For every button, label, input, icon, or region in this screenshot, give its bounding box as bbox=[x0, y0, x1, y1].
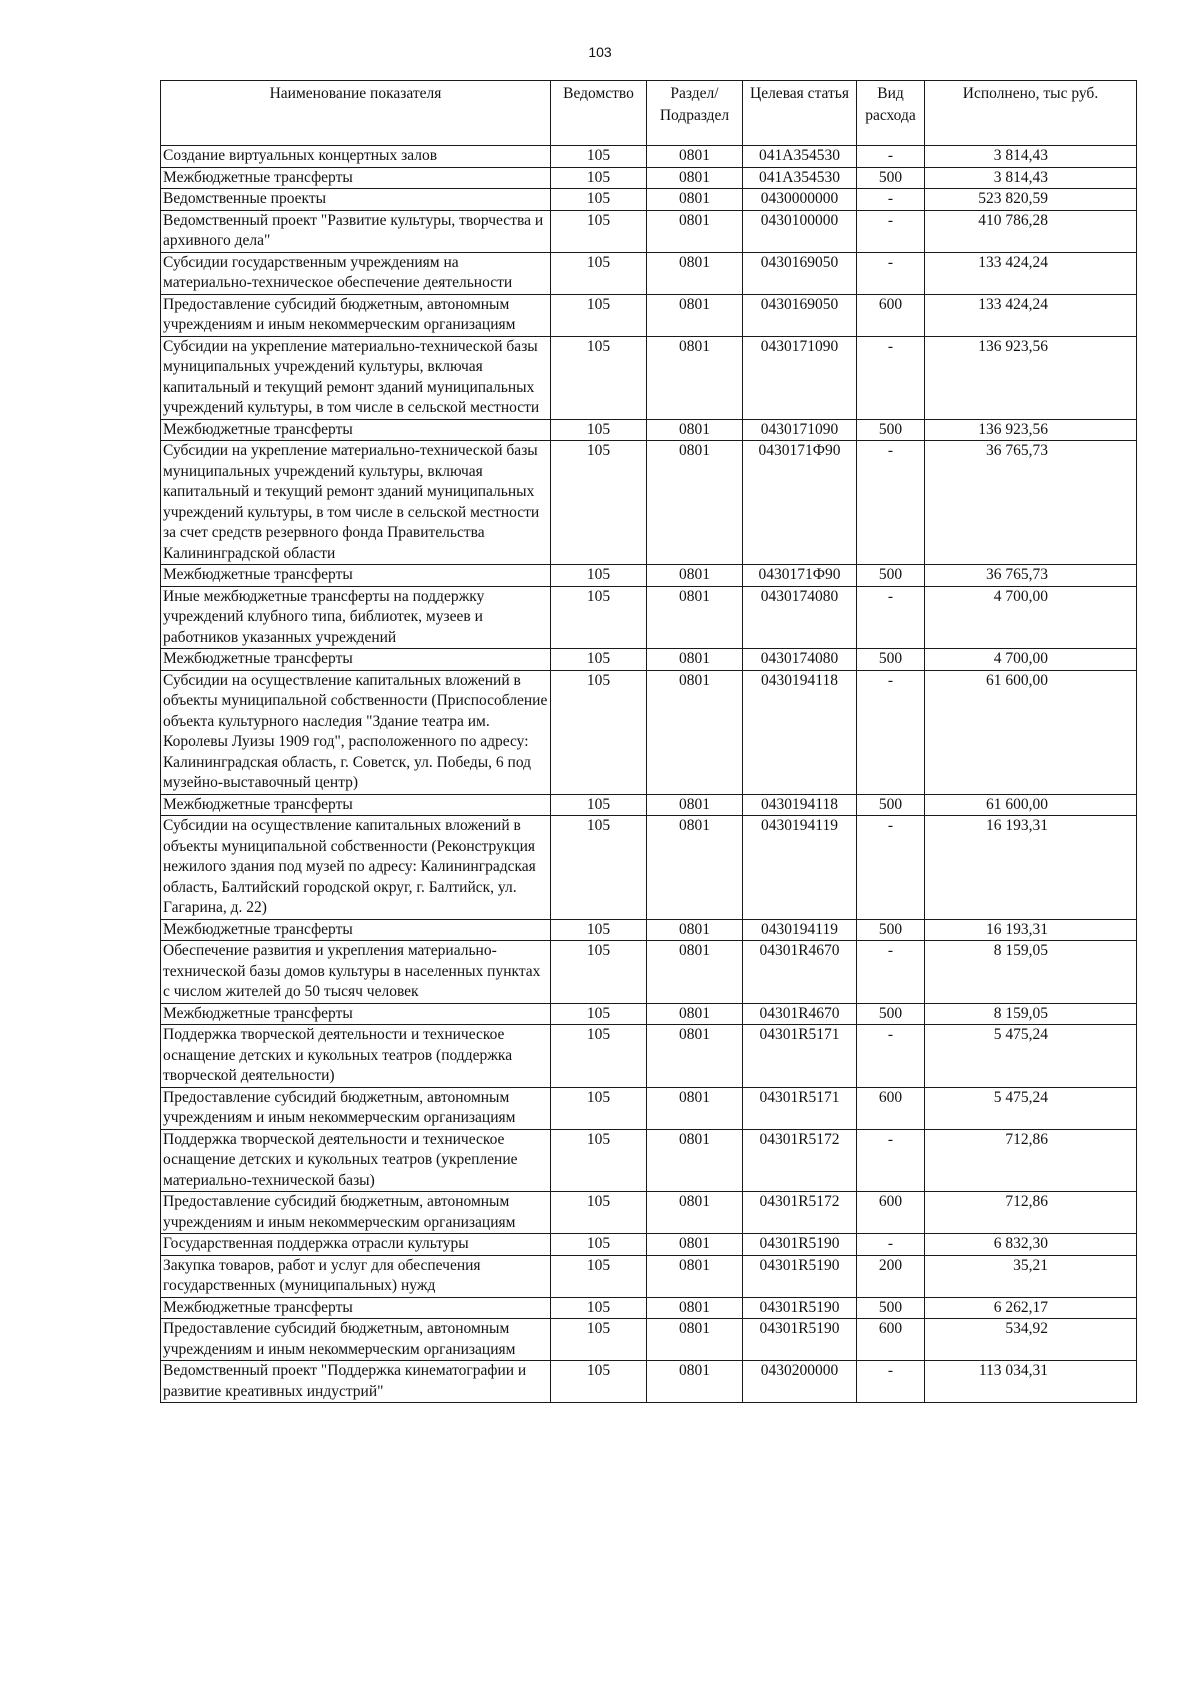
cell-executed-amount: 410 786,28 bbox=[925, 210, 1137, 252]
cell-section: 0801 bbox=[647, 919, 743, 941]
cell-target-item: 0430171090 bbox=[743, 336, 857, 419]
cell-executed-amount: 8 159,05 bbox=[925, 1003, 1137, 1025]
cell-section: 0801 bbox=[647, 1129, 743, 1192]
cell-executed-amount: 136 923,56 bbox=[925, 336, 1137, 419]
cell-indicator-name: Предоставление субсидий бюджетным, автономным учреждениям и иным некоммерческим организациям bbox=[161, 294, 551, 336]
cell-section: 0801 bbox=[647, 941, 743, 1004]
cell-expense-type: 500 bbox=[857, 167, 925, 189]
header-section: Раздел/ Подраздел bbox=[647, 81, 743, 146]
cell-expense-type: - bbox=[857, 146, 925, 168]
cell-expense-type: - bbox=[857, 941, 925, 1004]
cell-section: 0801 bbox=[647, 1297, 743, 1319]
table-row bbox=[161, 1192, 1137, 1234]
cell-indicator-name: Межбюджетные трансферты bbox=[161, 919, 551, 941]
cell-section: 0801 bbox=[647, 1361, 743, 1403]
cell-indicator-name: Межбюджетные трансферты bbox=[161, 419, 551, 441]
cell-executed-amount: 534,92 bbox=[925, 1319, 1137, 1361]
cell-expense-type: - bbox=[857, 189, 925, 211]
cell-section: 0801 bbox=[647, 419, 743, 441]
header-target-item: Целевая статья bbox=[743, 81, 857, 146]
cell-indicator-name: Предоставление субсидий бюджетным, автономным учреждениям и иным некоммерческим организациям bbox=[161, 1087, 551, 1129]
table-row bbox=[161, 441, 1137, 565]
table-row bbox=[161, 146, 1137, 168]
cell-target-item: 0430194118 bbox=[743, 794, 857, 816]
cell-expense-type: 500 bbox=[857, 649, 925, 671]
cell-target-item: 04301R4670 bbox=[743, 941, 857, 1004]
cell-department: 105 bbox=[551, 1129, 647, 1192]
cell-executed-amount: 523 820,59 bbox=[925, 189, 1137, 211]
cell-department: 105 bbox=[551, 1297, 647, 1319]
cell-target-item: 041A354530 bbox=[743, 146, 857, 168]
cell-department: 105 bbox=[551, 649, 647, 671]
cell-indicator-name: Ведомственный проект "Развитие культуры, творчества и архивного дела" bbox=[161, 210, 551, 252]
cell-target-item: 0430194119 bbox=[743, 919, 857, 941]
cell-section: 0801 bbox=[647, 210, 743, 252]
table-row bbox=[161, 1361, 1137, 1403]
cell-department: 105 bbox=[551, 1319, 647, 1361]
cell-executed-amount: 113 034,31 bbox=[925, 1361, 1137, 1403]
cell-department: 105 bbox=[551, 1025, 647, 1088]
cell-section: 0801 bbox=[647, 252, 743, 294]
cell-department: 105 bbox=[551, 146, 647, 168]
header-executed: Исполнено, тыс руб. bbox=[925, 81, 1137, 146]
cell-expense-type: 500 bbox=[857, 565, 925, 587]
cell-section: 0801 bbox=[647, 1087, 743, 1129]
cell-target-item: 04301R5190 bbox=[743, 1297, 857, 1319]
cell-indicator-name: Межбюджетные трансферты bbox=[161, 649, 551, 671]
cell-department: 105 bbox=[551, 167, 647, 189]
cell-section: 0801 bbox=[647, 1255, 743, 1297]
cell-section: 0801 bbox=[647, 167, 743, 189]
cell-department: 105 bbox=[551, 441, 647, 565]
table-row bbox=[161, 919, 1137, 941]
cell-indicator-name: Ведомственные проекты bbox=[161, 189, 551, 211]
cell-department: 105 bbox=[551, 1234, 647, 1256]
cell-target-item: 04301R5190 bbox=[743, 1234, 857, 1256]
cell-target-item: 0430194119 bbox=[743, 816, 857, 920]
table-row bbox=[161, 670, 1137, 794]
cell-executed-amount: 4 700,00 bbox=[925, 649, 1137, 671]
cell-department: 105 bbox=[551, 816, 647, 920]
cell-target-item: 0430171Ф90 bbox=[743, 565, 857, 587]
cell-department: 105 bbox=[551, 586, 647, 649]
cell-department: 105 bbox=[551, 419, 647, 441]
cell-executed-amount: 6 832,30 bbox=[925, 1234, 1137, 1256]
cell-indicator-name: Поддержка творческой деятельности и техническое оснащение детских и кукольных театров (поддержка творческой деятельности) bbox=[161, 1025, 551, 1088]
cell-expense-type: 500 bbox=[857, 419, 925, 441]
cell-expense-type: - bbox=[857, 252, 925, 294]
cell-expense-type: 500 bbox=[857, 794, 925, 816]
cell-section: 0801 bbox=[647, 586, 743, 649]
cell-target-item: 0430171Ф90 bbox=[743, 441, 857, 565]
cell-executed-amount: 712,86 bbox=[925, 1129, 1137, 1192]
table-row bbox=[161, 294, 1137, 336]
cell-indicator-name: Субсидии на укрепление материально-технической базы муниципальных учреждений культуры, включая капитальный и текущий ремонт зданий муниципальных учреждений культуры, в том числе в сельской местности bbox=[161, 336, 551, 419]
cell-executed-amount: 6 262,17 bbox=[925, 1297, 1137, 1319]
cell-department: 105 bbox=[551, 336, 647, 419]
cell-department: 105 bbox=[551, 1003, 647, 1025]
cell-section: 0801 bbox=[647, 816, 743, 920]
table-row bbox=[161, 1087, 1137, 1129]
table-row bbox=[161, 1255, 1137, 1297]
table-row bbox=[161, 419, 1137, 441]
cell-target-item: 04301R5171 bbox=[743, 1025, 857, 1088]
cell-department: 105 bbox=[551, 565, 647, 587]
cell-indicator-name: Субсидии на осуществление капитальных вложений в объекты муниципальной собственности (Реконструкция нежилого здания под музей по адресу: Калининградская область, Балтийский городской округ, г. Балтийск, ул. Гагарина, д. 22) bbox=[161, 816, 551, 920]
cell-expense-type: - bbox=[857, 1129, 925, 1192]
cell-executed-amount: 16 193,31 bbox=[925, 919, 1137, 941]
cell-section: 0801 bbox=[647, 1234, 743, 1256]
cell-department: 105 bbox=[551, 1087, 647, 1129]
table-row bbox=[161, 1003, 1137, 1025]
table-row bbox=[161, 941, 1137, 1004]
table-row bbox=[161, 1129, 1137, 1192]
cell-target-item: 04301R5190 bbox=[743, 1255, 857, 1297]
cell-executed-amount: 3 814,43 bbox=[925, 146, 1137, 168]
cell-expense-type: 200 bbox=[857, 1255, 925, 1297]
cell-indicator-name: Межбюджетные трансферты bbox=[161, 167, 551, 189]
cell-expense-type: - bbox=[857, 336, 925, 419]
cell-section: 0801 bbox=[647, 336, 743, 419]
header-expense-type: Вид расхода bbox=[857, 81, 925, 146]
cell-section: 0801 bbox=[647, 441, 743, 565]
cell-section: 0801 bbox=[647, 146, 743, 168]
cell-expense-type: - bbox=[857, 670, 925, 794]
header-indicator-name: Наименование показателя bbox=[161, 81, 551, 146]
table-row bbox=[161, 1234, 1137, 1256]
cell-department: 105 bbox=[551, 1255, 647, 1297]
cell-executed-amount: 5 475,24 bbox=[925, 1087, 1137, 1129]
cell-section: 0801 bbox=[647, 1003, 743, 1025]
cell-target-item: 04301R5171 bbox=[743, 1087, 857, 1129]
table-header-row bbox=[161, 81, 1137, 146]
cell-executed-amount: 5 475,24 bbox=[925, 1025, 1137, 1088]
cell-target-item: 04301R4670 bbox=[743, 1003, 857, 1025]
cell-expense-type: - bbox=[857, 1234, 925, 1256]
cell-indicator-name: Предоставление субсидий бюджетным, автономным учреждениям и иным некоммерческим организациям bbox=[161, 1319, 551, 1361]
budget-table-container bbox=[160, 80, 1136, 1403]
table-row bbox=[161, 167, 1137, 189]
cell-department: 105 bbox=[551, 189, 647, 211]
cell-section: 0801 bbox=[647, 1192, 743, 1234]
cell-expense-type: - bbox=[857, 1025, 925, 1088]
table-row bbox=[161, 1025, 1137, 1088]
cell-expense-type: 500 bbox=[857, 919, 925, 941]
cell-department: 105 bbox=[551, 1192, 647, 1234]
cell-executed-amount: 61 600,00 bbox=[925, 670, 1137, 794]
table-row bbox=[161, 210, 1137, 252]
cell-section: 0801 bbox=[647, 565, 743, 587]
cell-target-item: 041A354530 bbox=[743, 167, 857, 189]
cell-indicator-name: Поддержка творческой деятельности и техническое оснащение детских и кукольных театров (укрепление материально-технической базы) bbox=[161, 1129, 551, 1192]
budget-execution-table bbox=[160, 80, 1137, 1403]
cell-expense-type: 500 bbox=[857, 1003, 925, 1025]
cell-target-item: 0430174080 bbox=[743, 649, 857, 671]
cell-expense-type: 600 bbox=[857, 1319, 925, 1361]
cell-target-item: 0430169050 bbox=[743, 252, 857, 294]
cell-department: 105 bbox=[551, 252, 647, 294]
cell-expense-type: 600 bbox=[857, 1087, 925, 1129]
cell-indicator-name: Государственная поддержка отрасли культуры bbox=[161, 1234, 551, 1256]
cell-target-item: 0430194118 bbox=[743, 670, 857, 794]
table-row bbox=[161, 565, 1137, 587]
cell-department: 105 bbox=[551, 670, 647, 794]
cell-target-item: 04301R5190 bbox=[743, 1319, 857, 1361]
cell-target-item: 0430200000 bbox=[743, 1361, 857, 1403]
cell-indicator-name: Закупка товаров, работ и услуг для обеспечения государственных (муниципальных) нужд bbox=[161, 1255, 551, 1297]
cell-department: 105 bbox=[551, 294, 647, 336]
cell-section: 0801 bbox=[647, 1319, 743, 1361]
cell-expense-type: - bbox=[857, 816, 925, 920]
cell-executed-amount: 133 424,24 bbox=[925, 294, 1137, 336]
cell-expense-type: 600 bbox=[857, 1192, 925, 1234]
cell-section: 0801 bbox=[647, 649, 743, 671]
cell-indicator-name: Межбюджетные трансферты bbox=[161, 565, 551, 587]
cell-indicator-name: Ведомственный проект "Поддержка кинематографии и развитие креативных индустрий" bbox=[161, 1361, 551, 1403]
cell-executed-amount: 36 765,73 bbox=[925, 441, 1137, 565]
cell-target-item: 0430174080 bbox=[743, 586, 857, 649]
cell-executed-amount: 35,21 bbox=[925, 1255, 1137, 1297]
cell-expense-type: - bbox=[857, 441, 925, 565]
cell-department: 105 bbox=[551, 919, 647, 941]
cell-executed-amount: 61 600,00 bbox=[925, 794, 1137, 816]
cell-executed-amount: 712,86 bbox=[925, 1192, 1137, 1234]
cell-executed-amount: 16 193,31 bbox=[925, 816, 1137, 920]
cell-executed-amount: 4 700,00 bbox=[925, 586, 1137, 649]
table-row bbox=[161, 336, 1137, 419]
cell-department: 105 bbox=[551, 794, 647, 816]
cell-executed-amount: 133 424,24 bbox=[925, 252, 1137, 294]
table-row bbox=[161, 816, 1137, 920]
cell-target-item: 0430171090 bbox=[743, 419, 857, 441]
cell-expense-type: 500 bbox=[857, 1297, 925, 1319]
table-row bbox=[161, 189, 1137, 211]
cell-executed-amount: 8 159,05 bbox=[925, 941, 1137, 1004]
cell-section: 0801 bbox=[647, 670, 743, 794]
cell-indicator-name: Субсидии государственным учреждениям на материально-техническое обеспечение деятельности bbox=[161, 252, 551, 294]
cell-department: 105 bbox=[551, 210, 647, 252]
cell-target-item: 0430000000 bbox=[743, 189, 857, 211]
table-row bbox=[161, 1297, 1137, 1319]
cell-indicator-name: Межбюджетные трансферты bbox=[161, 794, 551, 816]
cell-indicator-name: Межбюджетные трансферты bbox=[161, 1003, 551, 1025]
cell-indicator-name: Иные межбюджетные трансферты на поддержку учреждений клубного типа, библиотек, музеев и работников указанных учреждений bbox=[161, 586, 551, 649]
cell-target-item: 04301R5172 bbox=[743, 1192, 857, 1234]
cell-section: 0801 bbox=[647, 294, 743, 336]
cell-executed-amount: 36 765,73 bbox=[925, 565, 1137, 587]
cell-section: 0801 bbox=[647, 794, 743, 816]
cell-indicator-name: Создание виртуальных концертных залов bbox=[161, 146, 551, 168]
page-number: 103 bbox=[588, 44, 612, 60]
table-row bbox=[161, 1319, 1137, 1361]
table-row bbox=[161, 649, 1137, 671]
table-row bbox=[161, 252, 1137, 294]
cell-target-item: 0430169050 bbox=[743, 294, 857, 336]
cell-indicator-name: Предоставление субсидий бюджетным, автономным учреждениям и иным некоммерческим организациям bbox=[161, 1192, 551, 1234]
table-body bbox=[161, 146, 1137, 1403]
cell-indicator-name: Обеспечение развития и укрепления материально-технической базы домов культуры в населенных пунктах с числом жителей до 50 тысяч человек bbox=[161, 941, 551, 1004]
cell-department: 105 bbox=[551, 1361, 647, 1403]
cell-expense-type: - bbox=[857, 1361, 925, 1403]
table-row bbox=[161, 794, 1137, 816]
cell-indicator-name: Субсидии на укрепление материально-технической базы муниципальных учреждений культуры, включая капитальный и текущий ремонт зданий муниципальных учреждений культуры, в том числе в сельской местности за счет средств резервного фонда Правительства Калининградской области bbox=[161, 441, 551, 565]
cell-expense-type: - bbox=[857, 210, 925, 252]
cell-indicator-name: Субсидии на осуществление капитальных вложений в объекты муниципальной собственности (Приспособление объекта культурного наследия "Здание театра им. Королевы Луизы 1909 год", расположенного по адресу: Калининградская область, г. Советск, ул. Победы, 6 под музейно-выставочный центр) bbox=[161, 670, 551, 794]
cell-indicator-name: Межбюджетные трансферты bbox=[161, 1297, 551, 1319]
cell-expense-type: - bbox=[857, 586, 925, 649]
cell-executed-amount: 3 814,43 bbox=[925, 167, 1137, 189]
cell-target-item: 04301R5172 bbox=[743, 1129, 857, 1192]
header-department: Ведомство bbox=[551, 81, 647, 146]
cell-section: 0801 bbox=[647, 189, 743, 211]
cell-executed-amount: 136 923,56 bbox=[925, 419, 1137, 441]
cell-section: 0801 bbox=[647, 1025, 743, 1088]
cell-department: 105 bbox=[551, 941, 647, 1004]
table-row bbox=[161, 586, 1137, 649]
cell-expense-type: 600 bbox=[857, 294, 925, 336]
cell-target-item: 0430100000 bbox=[743, 210, 857, 252]
